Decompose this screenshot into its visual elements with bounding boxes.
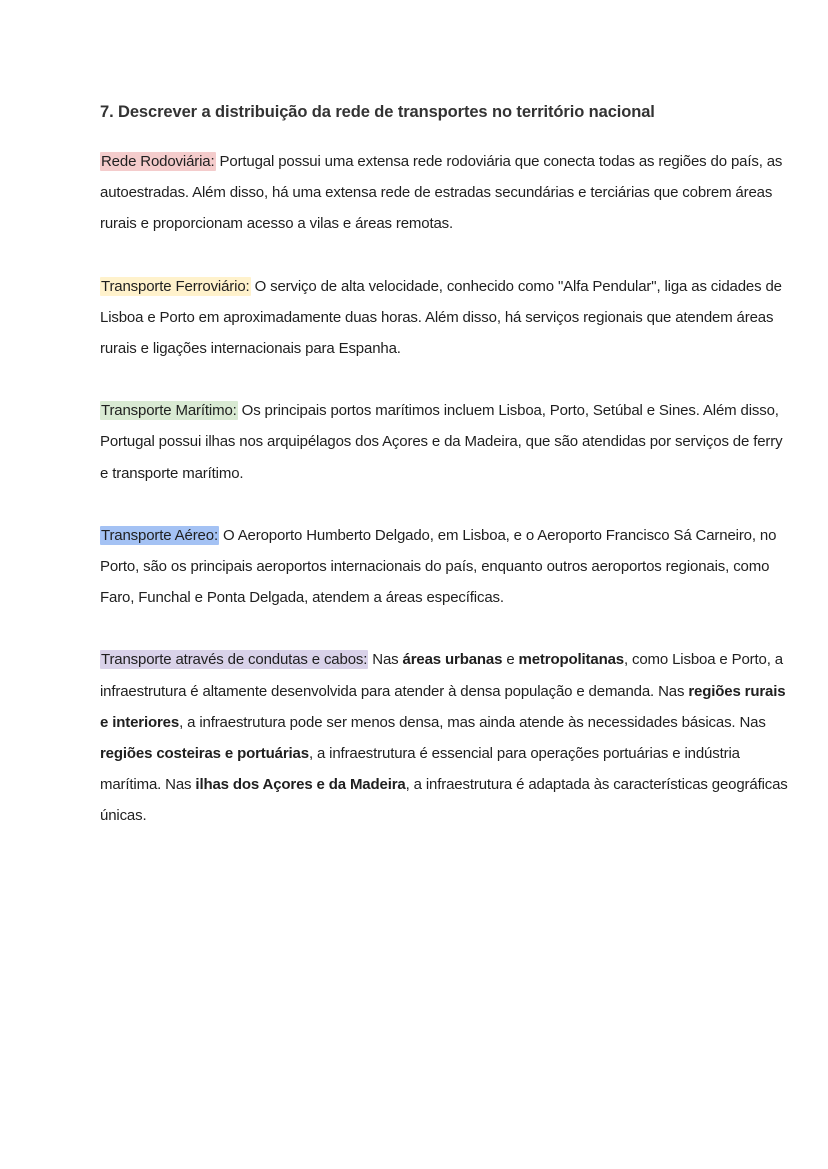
body-text: , como Lisboa e Porto, a infraestrutura é altamente desenvolvida para atender à densa população e demanda. Nas bbox=[100, 651, 783, 700]
paragraph-aereo bbox=[100, 520, 790, 614]
section-heading: 7. Descrever a distribuição da rede de transportes no território nacional bbox=[100, 103, 655, 121]
body-text: Nas bbox=[368, 651, 403, 669]
bold-text: regiões costeiras e portuárias bbox=[100, 745, 309, 763]
highlighted-label: Rede Rodoviária: bbox=[101, 153, 215, 170]
bold-text: metropolitanas bbox=[518, 651, 624, 669]
highlighted-label: Transporte Ferroviário: bbox=[101, 277, 250, 295]
document-page bbox=[100, 98, 790, 863]
body-text: e bbox=[502, 651, 519, 669]
highlighted-label: Transporte Aéreo: bbox=[101, 526, 218, 544]
bold-text: áreas urbanas bbox=[402, 651, 503, 669]
bold-text: regiões rurais e interiores bbox=[100, 682, 786, 731]
body-text: , a infraestrutura pode ser menos densa, mas ainda atende às necessidades básicas. Nas bbox=[179, 713, 766, 731]
paragraph-condutas-cabos bbox=[100, 644, 790, 831]
paragraph-maritimo bbox=[100, 395, 790, 489]
transport-sections bbox=[100, 146, 790, 832]
highlighted-label: Transporte Marítimo: bbox=[101, 402, 237, 420]
body-text: O Aeroporto Humberto Delgado, em Lisboa, e o Aeroporto Francisco Sá Carneiro, no Porto, são os principais aeroportos internacionais do país, enquanto outros aeroportos regionais, como Faro, Funchal e Ponta Delgada, atendem a áreas específicas. bbox=[100, 526, 777, 607]
body-text: , a infraestrutura é adaptada às características geográficas únicas. bbox=[100, 776, 788, 825]
body-text: O serviço de alta velocidade, conhecido como "Alfa Pendular", liga as cidades de Lisboa e Porto em aproximadamente duas horas. Além disso, há serviços regionais que atendem áreas rurais e ligações internacionais para Espanha. bbox=[100, 277, 782, 358]
body-text: , a infraestrutura é essencial para operações portuárias e indústria marítima. Nas bbox=[100, 745, 740, 794]
paragraph-ferroviario bbox=[100, 271, 790, 365]
body-text: Portugal possui uma extensa rede rodoviária que conecta todas as regiões do país, as autoestradas. Além disso, há uma extensa rede de estradas secundárias e terciárias que cobrem áreas rurais e proporcionam acesso a vilas e áreas remotas. bbox=[100, 153, 783, 233]
highlighted-label: Transporte através de condutas e cabos: bbox=[101, 651, 368, 669]
body-text: Os principais portos marítimos incluem Lisboa, Porto, Setúbal e Sines. Além disso, Portugal possui ilhas nos arquipélagos dos Açores e da Madeira, que são atendidas por serviços de ferry e transporte marítimo. bbox=[100, 402, 783, 482]
paragraph-rodoviaria bbox=[100, 146, 790, 240]
bold-text: ilhas dos Açores e da Madeira bbox=[195, 776, 406, 794]
